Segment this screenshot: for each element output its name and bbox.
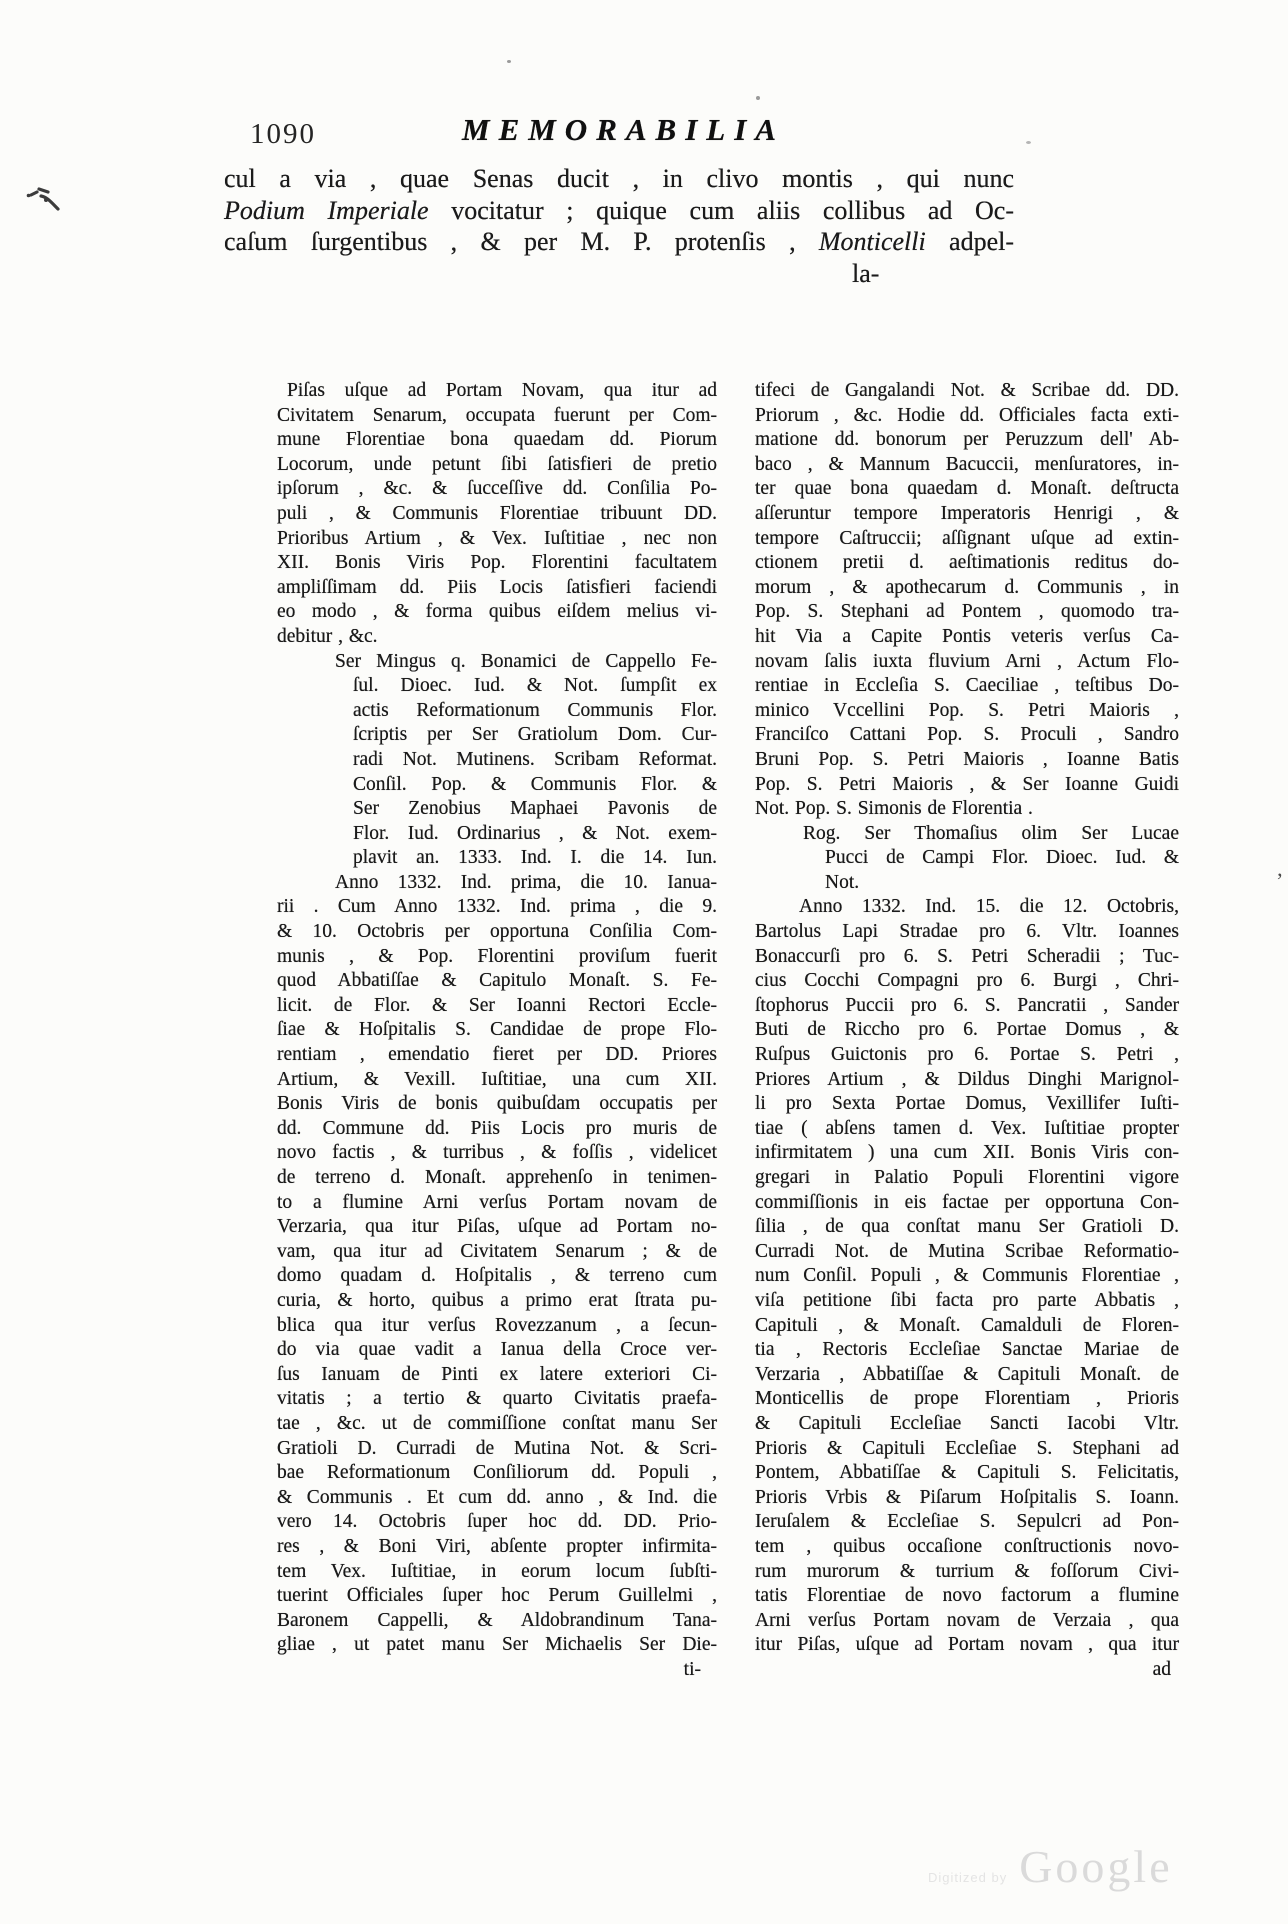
- text-line: do via quae vadit a Ianua della Croce ver-: [277, 1339, 717, 1361]
- text-line: Baronem Cappelli, & Aldobrandinum Tana-: [277, 1609, 717, 1631]
- text-line: licit. de Flor. & Ser Ioanni Rectori Eccle-: [277, 994, 717, 1016]
- google-watermark: [928, 1840, 1173, 1893]
- text-line: Pop. S. Petri Maioris , & Ser Ioanne Guidi: [755, 773, 1179, 795]
- text-line: mune Florentiae bona quaedam dd. Piorum: [277, 429, 717, 451]
- text-line: Gratioli D. Curradi de Mutina Not. & Scri-: [277, 1437, 717, 1459]
- text-line: Curradi Not. de Mutina Scribae Reformatio-: [755, 1240, 1179, 1262]
- text-line: Bruni Pop. S. Petri Maioris , Ioanne Batis: [755, 748, 1179, 770]
- text-line: Conſil. Pop. & Communis Flor. &: [353, 773, 717, 795]
- text-line: radi Not. Mutinens. Scribam Reformat.: [353, 748, 717, 770]
- text-line: tempore Caſtruccii; aſſignant uſque ad extin-: [755, 527, 1179, 549]
- text-line: & Communis . Et cum dd. anno , & Ind. die: [277, 1486, 717, 1508]
- text-line: Arni verſus Portam novam de Verzaia , qua: [755, 1609, 1179, 1631]
- text-line: actis Reformationum Communis Flor.: [353, 699, 717, 721]
- intro-line: [224, 258, 1014, 290]
- text-segment: cul a via , quae Senas ducit , in clivo montis , qui nunc: [224, 164, 1014, 193]
- text-line: ter quae bona quaedam d. Monaſt. deſtructa: [755, 478, 1179, 500]
- text-line: ſtophorus Puccii pro 6. S. Pancratii , Sander: [755, 994, 1179, 1016]
- text-line: Flor. Iud. Ordinarius , & Not. exem-: [353, 822, 717, 844]
- text-line: & Capituli Eccleſiae Sancti Iacobi Vltr.: [755, 1412, 1179, 1434]
- text-line: Verzaria , Abbatiſſae & Capituli Monaſt. de: [755, 1363, 1179, 1385]
- text-line: Ser Mingus q. Bonamici de Cappello Fe-: [335, 650, 717, 672]
- text-line: novo factis , & turribus , & foſſis , videlicet: [277, 1142, 717, 1164]
- right-column-text: [755, 379, 1179, 1682]
- intro-paragraph: [224, 163, 1014, 289]
- intro-line: [224, 163, 1014, 195]
- text-line: Bonaccurſi pro 6. S. Petri Scheradii ; Tuc-: [755, 945, 1179, 967]
- text-line: ti-: [683, 1658, 701, 1680]
- text-line: Anno 1332. Ind. 15. die 12. Octobris,: [799, 896, 1179, 918]
- text-line: tiae ( abſens tamen d. Vex. Iuſtitiae propter: [755, 1117, 1179, 1139]
- text-line: & 10. Octobris per opportuna Conſilia Com-: [277, 921, 717, 943]
- text-line: Priores Artium , & Dildus Dinghi Marignol-: [755, 1068, 1179, 1090]
- text-line: Verzaria, qua itur Piſas, uſque ad Portam no-: [277, 1216, 717, 1238]
- text-segment: vocitatur ; quique cum aliis collibus ad Oc-: [428, 195, 1014, 225]
- italic-phrase: Podium Imperiale: [224, 195, 429, 225]
- text-line: li pro Sexta Portae Domus, Vexillifer Iuſti-: [755, 1093, 1179, 1115]
- text-line: rentiam , emendatio fieret per DD. Priores: [277, 1044, 717, 1066]
- intro-line: [224, 195, 1014, 227]
- text-line: Bartolus Lapi Stradae pro 6. Vltr. Ioannes: [755, 921, 1179, 943]
- text-line: Pop. S. Stephani ad Pontem , quomodo tra-: [755, 601, 1179, 623]
- scan-speck: [756, 96, 760, 100]
- text-line: ampliſſimam dd. Piis Locis ſatisfieri faciendi: [277, 576, 717, 598]
- text-line: aſſeruntur tempore Imperatoris Henrigi , &: [755, 502, 1179, 524]
- text-line: Not.: [825, 871, 860, 893]
- text-line: Bonis Viris de bonis quibuſdam occupatis per: [277, 1093, 717, 1115]
- text-line: Anno 1332. Ind. prima, die 10. Ianua-: [335, 871, 717, 893]
- text-line: hit Via a Capite Pontis veteris verſus Ca-: [755, 625, 1179, 647]
- text-line: rii . Cum Anno 1332. Ind. prima , die 9.: [277, 896, 717, 918]
- text-line: Monticellis de prope Florentiam , Prioris: [755, 1388, 1179, 1410]
- text-line: tem Vex. Iuſtitiae, in eorum locum ſubſti-: [277, 1560, 717, 1582]
- text-line: viſa petitione ſibi facta pro parte Abbatis ,: [755, 1289, 1179, 1311]
- text-line: gregari in Palatio Populi Florentini vigore: [755, 1167, 1179, 1188]
- text-line: debitur , &c.: [277, 625, 378, 647]
- text-line: tia , Rectoris Eccleſiae Sanctae Mariae de: [755, 1339, 1179, 1361]
- text-line: munis , & Pop. Florentini proviſum fuerit: [277, 945, 717, 967]
- text-segment: adpel-: [925, 227, 1014, 256]
- text-line: Prioris & Capituli Eccleſiae S. Stephani ad: [755, 1437, 1179, 1459]
- text-line: ſilia , de qua conſtat manu Ser Gratioli D.: [755, 1216, 1179, 1238]
- text-line: Capituli , & Monaſt. Camalduli de Floren-: [755, 1314, 1179, 1336]
- text-line: rentiae in Eccleſia S. Caeciliae , teſtibus Do-: [755, 675, 1179, 697]
- text-line: novam ſalis iuxta fluvium Arni , Actum Flo-: [755, 650, 1179, 672]
- text-line: Franciſco Cattani Pop. S. Proculi , Sandro: [755, 724, 1179, 746]
- scan-speck: [507, 60, 511, 63]
- text-line: minico Vccellini Pop. S. Petri Maioris ,: [755, 699, 1179, 721]
- scan-speck: [1026, 141, 1031, 144]
- text-line: dd. Commune dd. Piis Locis pro muris de: [277, 1117, 717, 1139]
- text-line: tuerint Officiales ſuper hoc Perum Guillelmi ,: [277, 1585, 717, 1607]
- intro-line: [224, 226, 1014, 258]
- text-segment: la-: [852, 258, 880, 288]
- text-line: ſiae & Hoſpitalis S. Candidae de prope Flo-: [277, 1019, 717, 1041]
- text-line: commiſſionis in eis factae per opportuna Con-: [755, 1191, 1179, 1213]
- text-line: puli , & Communis Florentiae tribuunt DD.: [277, 502, 717, 524]
- text-line: domo quadam d. Hoſpitalis , & terreno cum: [277, 1265, 717, 1287]
- text-line: ad: [1152, 1658, 1171, 1680]
- text-line: tae , &c. ut de commiſſione conſtat manu Ser: [277, 1412, 717, 1434]
- margin-ink-smudge-icon: [24, 183, 72, 221]
- text-line: ipſorum , &c. & ſucceſſive dd. Conſilia Po-: [277, 478, 717, 500]
- text-line: curia, & horto, quibus a primo erat ſtrata pu-: [277, 1289, 717, 1311]
- text-line: Prioris Vrbis & Piſarum Hoſpitalis S. Ioann.: [755, 1486, 1179, 1508]
- text-line: Prioribus Artium , & Vex. Iuſtitiae , nec non: [277, 527, 717, 549]
- text-line: to a flumine Arni verſus Portam novam de: [277, 1191, 717, 1213]
- text-line: Ser Zenobius Maphaei Pavonis de: [353, 798, 717, 820]
- text-line: tatis Florentiae de novo factorum a flumine: [755, 1585, 1179, 1607]
- text-line: Civitatem Senarum, occupata fuerunt per Com-: [277, 404, 717, 426]
- page-number: 1090: [250, 118, 316, 150]
- text-line: num Conſil. Populi , & Communis Florentiae ,: [755, 1265, 1179, 1287]
- text-line: eo modo , & forma quibus eiſdem melius vi-: [277, 601, 717, 623]
- text-line: baco , & Mannum Bacuccii, menſuratores, in-: [755, 453, 1179, 475]
- text-line: gliae , ut patet manu Ser Michaelis Ser Die-: [277, 1634, 717, 1656]
- text-line: quod Abbatiſſae & Capitulo Monaſt. S. Fe-: [277, 970, 717, 992]
- text-line: infirmitatem ) una cum XII. Bonis Viris con-: [755, 1142, 1179, 1164]
- text-line: bae Reformationum Conſiliorum dd. Populi ,: [277, 1462, 717, 1484]
- page-title: MEMORABILIA: [462, 112, 785, 147]
- text-line: itur Piſas, uſque ad Portam novam , qua itur: [755, 1634, 1179, 1656]
- text-line: plavit an. 1333. Ind. I. die 14. Iun.: [353, 847, 717, 869]
- text-line: ſul. Dioec. Iud. & Not. ſumpſit ex: [353, 675, 717, 697]
- text-line: ſus Ianuam de Pinti ex latere exteriori Ci-: [277, 1363, 717, 1385]
- text-line: Pontem, Abbatiſſae & Capituli S. Felicitatis,: [755, 1462, 1179, 1484]
- text-segment: caſum ſurgentibus , & per M. P. protenſis ,: [224, 227, 819, 256]
- text-line: Buti de Riccho pro 6. Portae Domus , &: [755, 1019, 1179, 1041]
- text-line: matione dd. bonorum per Peruzzum dell' Ab-: [755, 429, 1179, 451]
- text-line: Pucci de Campi Flor. Dioec. Iud. &: [825, 847, 1179, 869]
- italic-phrase: Monticelli: [818, 227, 926, 256]
- text-line: vam, qua itur ad Civitatem Senarum ; & de: [277, 1240, 717, 1262]
- text-line: Artium, & Vexill. Iuſtitiae, una cum XII.: [277, 1068, 717, 1090]
- text-line: res , & Boni Viri, abſente propter infirmita-: [277, 1535, 717, 1557]
- text-line: Ruſpus Guictonis pro 6. Portae S. Petri ,: [755, 1044, 1179, 1066]
- text-line: tifeci de Gangalandi Not. & Scribae dd. DD.: [755, 380, 1179, 401]
- page-edge-mark: ’: [1276, 868, 1284, 893]
- text-line: Priorum , &c. Hodie dd. Officiales facta exti-: [755, 404, 1179, 426]
- text-line: ctionem pretii d. aeſtimationis reditus do-: [755, 552, 1179, 574]
- text-line: rum murorum & turrium & foſſorum Civi-: [755, 1560, 1179, 1582]
- left-column-text: [277, 379, 717, 1682]
- text-line: XII. Bonis Viris Pop. Florentini facultatem: [277, 552, 717, 574]
- text-line: vitatis ; a tertio & quarto Civitatis praefa-: [277, 1388, 717, 1410]
- text-line: Piſas uſque ad Portam Novam, qua itur ad: [287, 380, 717, 401]
- google-logo: Google: [1019, 1841, 1173, 1892]
- text-line: morum , & apothecarum d. Communis , in: [755, 576, 1179, 598]
- text-line: Ieruſalem & Eccleſiae S. Sepulcri ad Pon-: [755, 1511, 1179, 1533]
- text-line: de terreno d. Monaſt. apprehenſo in tenimen-: [277, 1167, 717, 1188]
- text-line: Rog. Ser Thomaſius olim Ser Lucae: [803, 822, 1179, 844]
- text-line: ſcriptis per Ser Gratiolum Dom. Cur-: [353, 724, 717, 746]
- text-line: cius Cocchi Compagni pro 6. Burgi , Chri-: [755, 970, 1179, 992]
- text-line: Locorum, unde petunt ſibi ſatisfieri de pretio: [277, 453, 717, 475]
- digitized-by-label: Digitized by: [928, 1870, 1008, 1885]
- text-line: vero 14. Octobris ſuper hoc dd. DD. Prio-: [277, 1511, 717, 1533]
- text-line: blica qua itur verſus Rovezzanum , a ſecun-: [277, 1314, 717, 1336]
- text-line: tem , quibus occaſione conſtructionis novo-: [755, 1535, 1179, 1557]
- text-line: Not. Pop. S. Simonis de Florentia .: [755, 798, 1033, 820]
